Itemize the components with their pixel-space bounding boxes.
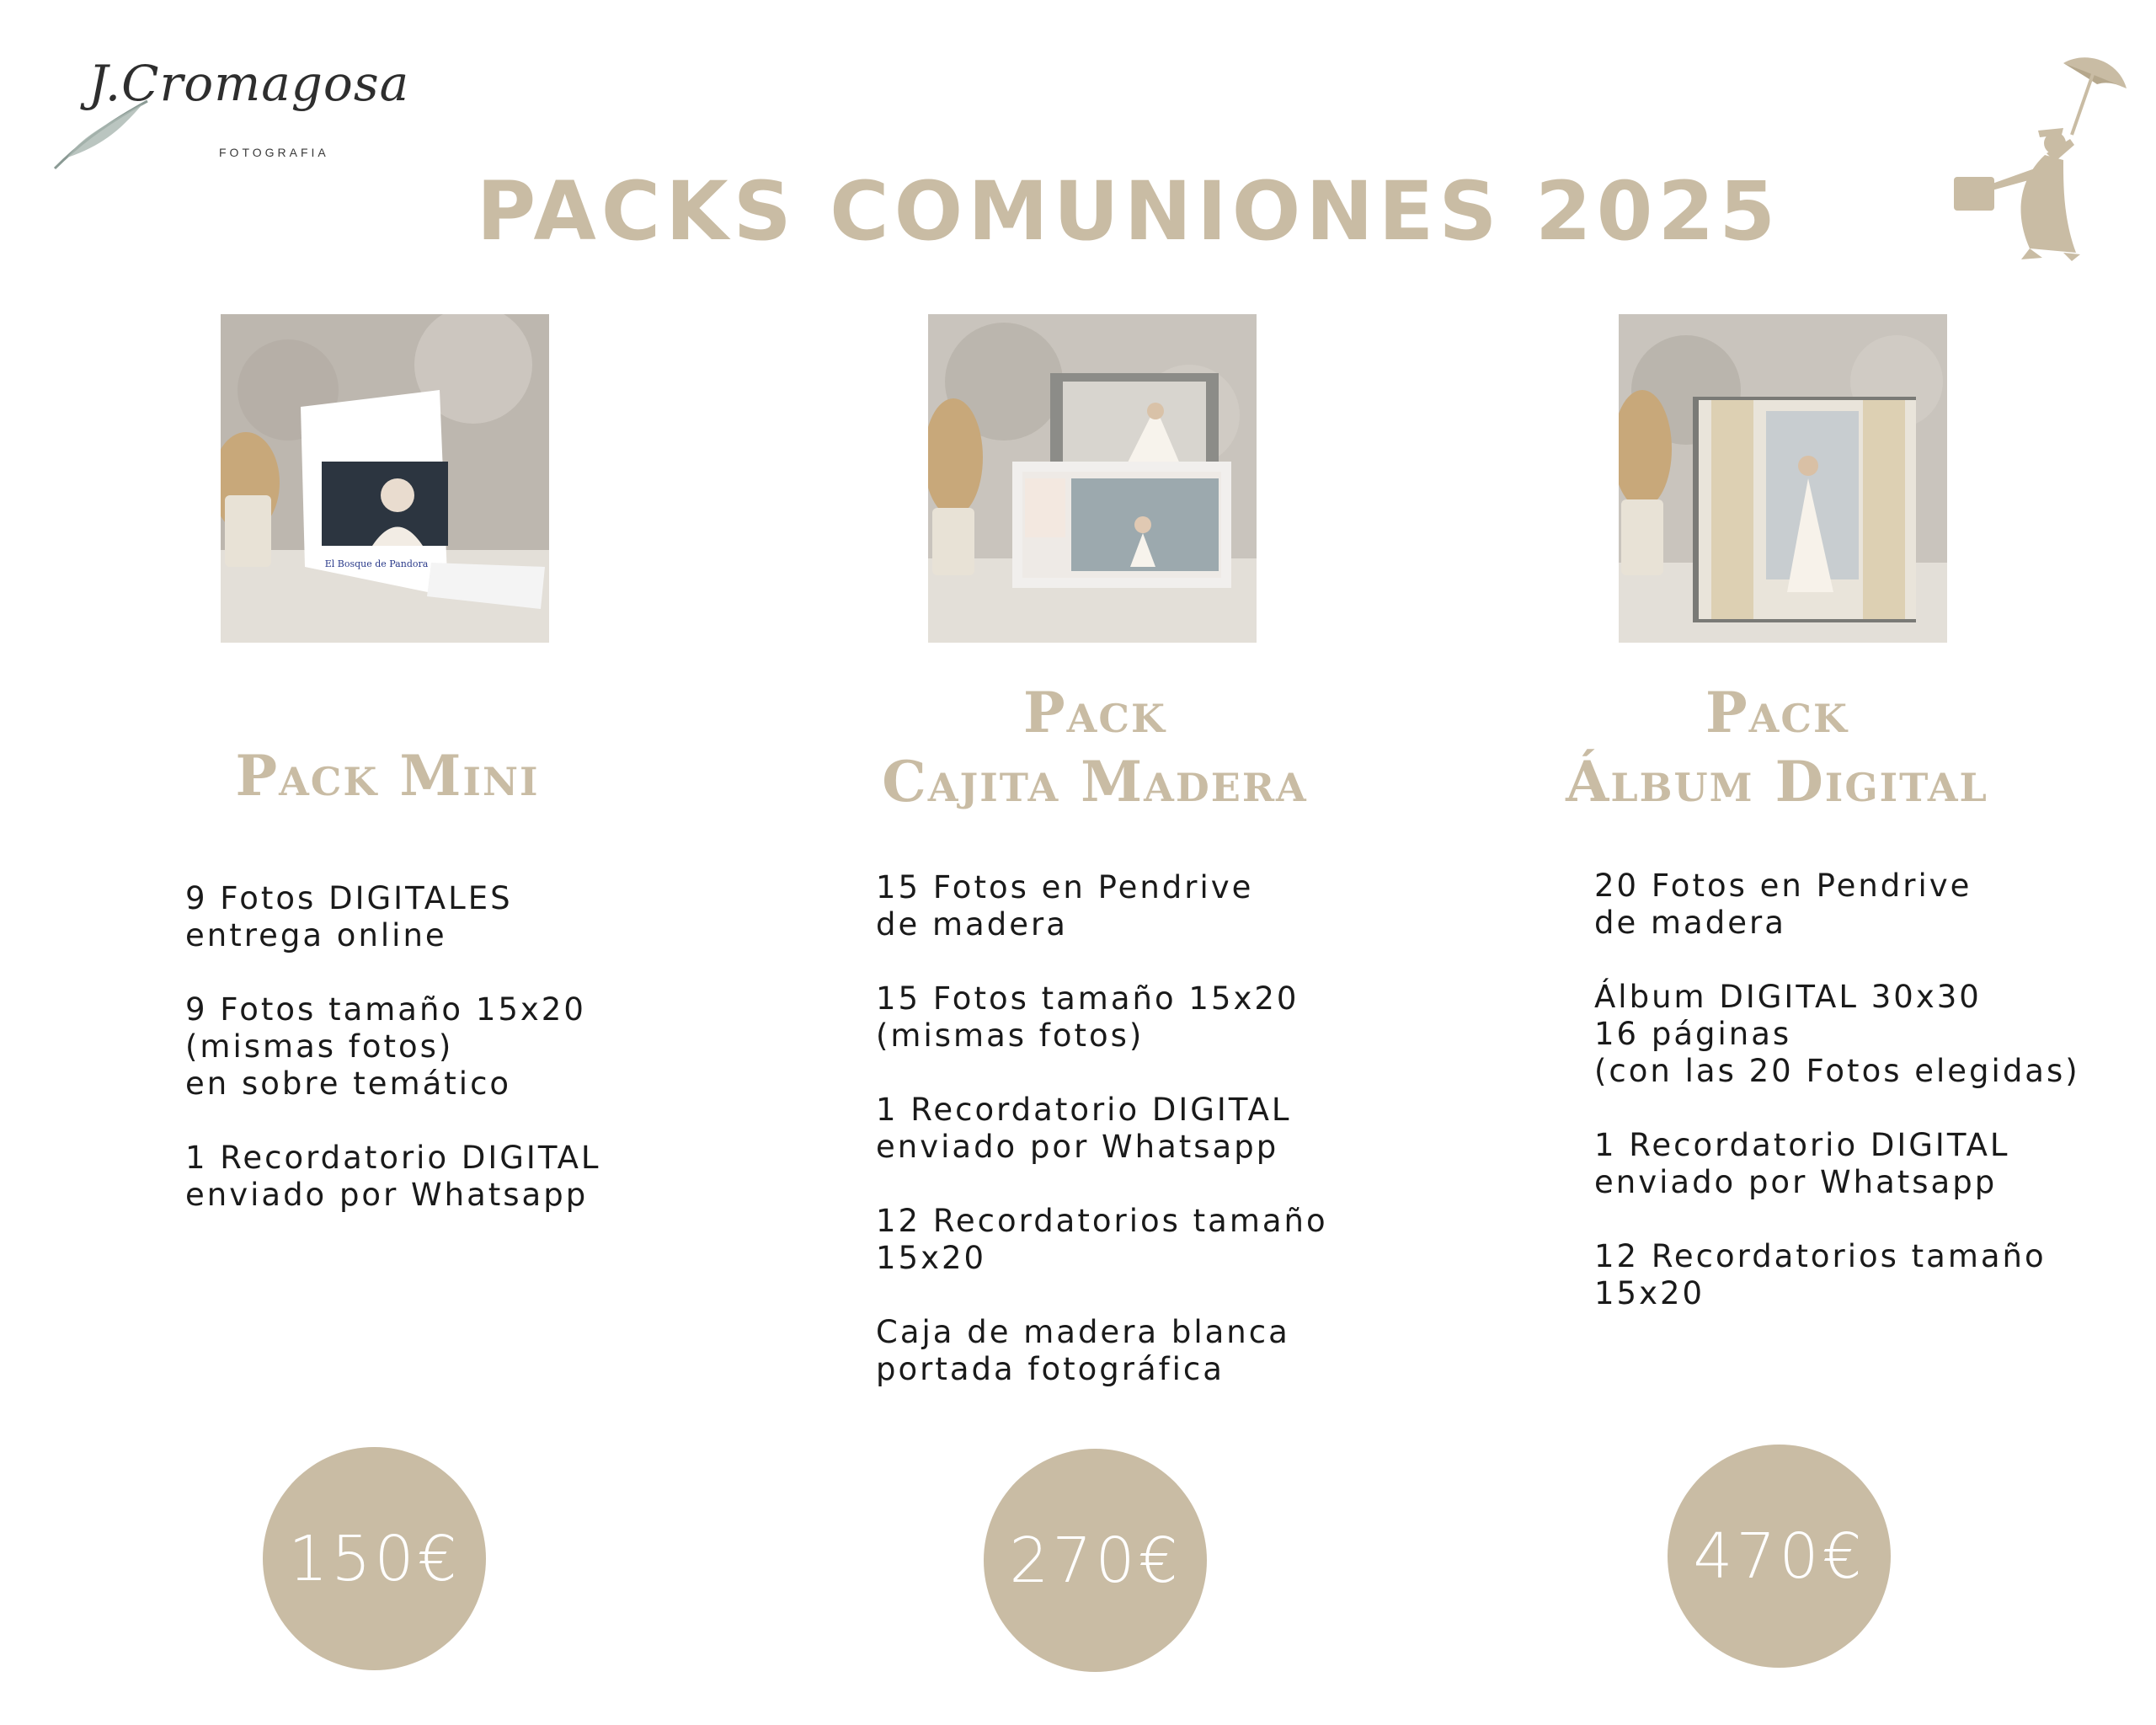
pack-album-title-line2: Álbum Digital: [1566, 749, 1988, 814]
feature-item: 9 Fotos DIGITALES entrega online: [185, 880, 513, 953]
feature-item: 1 Recordatorio DIGITAL enviado por Whatsapp: [1594, 1127, 2010, 1200]
pack-album-title: [1533, 678, 2021, 816]
pack-album-photo: [1619, 314, 1947, 643]
feature-item: 12 Recordatorios tamaño 15x20: [876, 1203, 1328, 1276]
pack-cajita-features: [876, 869, 1328, 1425]
pack-cajita-title: [851, 678, 1339, 816]
pack-cajita-price: 270€: [984, 1449, 1207, 1672]
feature-item: 9 Fotos tamaño 15x20 (mismas fotos) en sobre temático: [185, 991, 586, 1102]
feature-item: 12 Recordatorios tamaño 15x20: [1594, 1238, 2047, 1311]
feature-item: Caja de madera blanca portada fotográfica: [876, 1314, 1290, 1387]
pack-album-title-line1: Pack: [1705, 680, 1849, 745]
feature-item: 15 Fotos tamaño 15x20 (mismas fotos): [876, 980, 1299, 1054]
pack-cajita-photo: [928, 314, 1257, 643]
pack-cajita-title-line1: Pack: [1023, 680, 1166, 745]
feature-item: Álbum DIGITAL 30x30 16 páginas (con las 20 Fotos elegidas): [1594, 979, 2080, 1089]
feature-item: 15 Fotos en Pendrive de madera: [876, 869, 1254, 943]
pack-mini-photo: [221, 314, 549, 643]
pack-mini-title-line: Pack Mini: [235, 743, 540, 809]
photo-caption: El Bosque de Pandora: [324, 558, 429, 569]
feature-item: 1 Recordatorio DIGITAL enviado por Whatsapp: [876, 1092, 1292, 1165]
feature-item: 1 Recordatorio DIGITAL enviado por Whatsapp: [185, 1140, 601, 1213]
pack-mini-title: [219, 741, 556, 810]
pack-mini-price: 150€: [263, 1447, 486, 1670]
page-title: PACKS COMUNIONES 2025: [476, 164, 1781, 259]
pack-album-features: [1594, 868, 2080, 1349]
feature-item: 20 Fotos en Pendrive de madera: [1594, 868, 1972, 941]
pack-mini-features: [185, 880, 601, 1251]
logo-subtitle: FOTOGRAFIA: [219, 146, 329, 159]
pack-cajita-title-line2: Cajita Madera: [882, 749, 1308, 814]
pack-album-price: 470€: [1668, 1445, 1891, 1668]
logo-script: J.Cromagosa: [88, 55, 410, 112]
